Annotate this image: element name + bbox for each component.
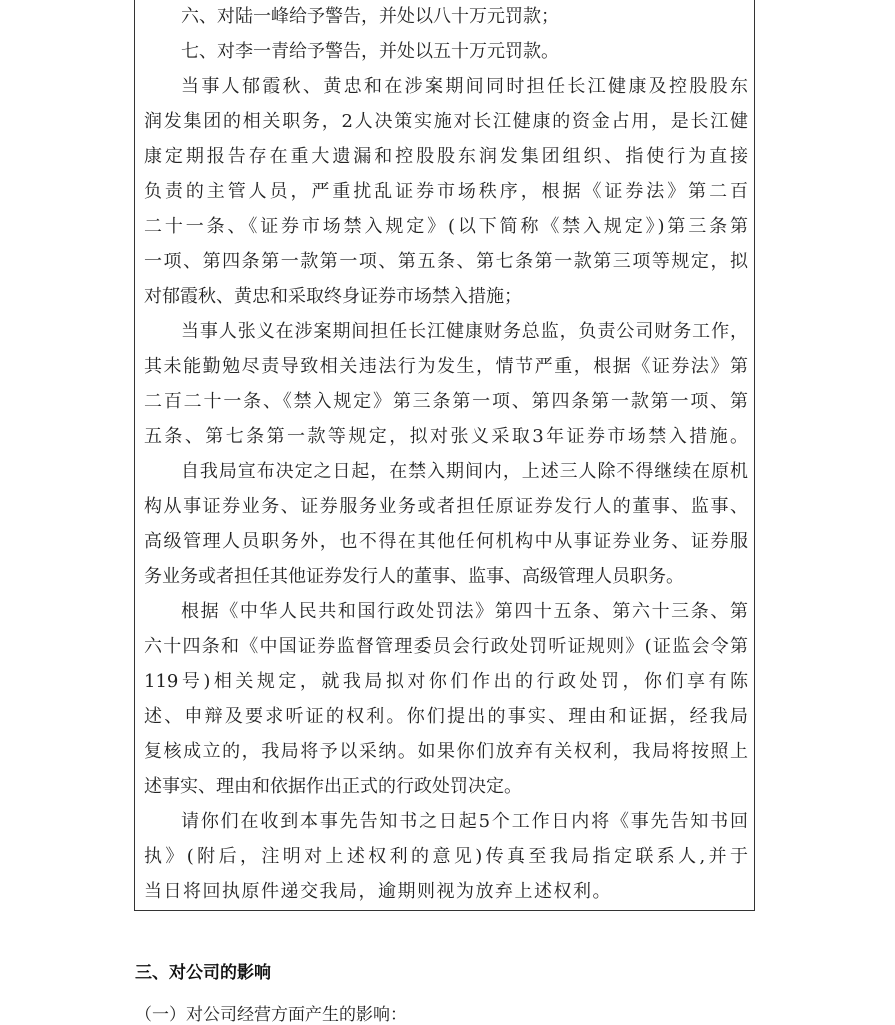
notice-text-line: 当事人张义在涉案期间担任长江健康财务总监，负责公司财务工作， (181, 321, 748, 342)
notice-text-line: 当日将回执原件递交我局，逾期则视为放弃上述权利。 (144, 881, 612, 902)
notice-text-line: 构从事证券业务、证券服务业务或者担任原证券发行人的董事、监事、 (144, 496, 748, 517)
notice-text-line: 高级管理人员职务外，也不得在其他任何机构中从事证券业务、证券服 (144, 531, 748, 552)
notice-text-line: 二百二十一条、《禁入规定》第三条第一项、第四条第一款第一项、第 (144, 391, 748, 412)
notice-text-line: 执》(附后，注明对上述权利的意见)传真至我局指定联系人,并于 (144, 846, 748, 867)
notice-text-line: 一项、第四条第一款第一项、第五条、第七条第一款第三项等规定，拟 (144, 251, 748, 272)
notice-text-line: 务业务或者担任其他证券发行人的董事、监事、高级管理人员职务。 (144, 566, 684, 587)
notice-text-line: 五条、第七条第一款等规定，拟对张义采取3年证券市场禁入措施。 (144, 426, 748, 447)
notice-text-line: 述、申辩及要求听证的权利。你们提出的事实、理由和证据，经我局 (144, 706, 748, 727)
notice-text-line: 对郁霞秋、黄忠和采取终身证券市场禁入措施； (144, 286, 522, 307)
notice-text-line: 六十四条和《中国证券监督管理委员会行政处罚听证规则》(证监会令第 (144, 636, 748, 657)
notice-text-line: 根据《中华人民共和国行政处罚法》第四十五条、第六十三条、第 (181, 601, 748, 622)
notice-text-line: 其未能勤勉尽责导致相关违法行为发生，情节严重，根据《证券法》第 (144, 356, 748, 377)
notice-text-line: 二十一条、《证券市场禁入规定》(以下简称《禁入规定》)第三条第 (144, 216, 748, 237)
notice-text-line: 负责的主管人员，严重扰乱证券市场秩序，根据《证券法》第二百 (144, 181, 748, 202)
notice-text-line: 六、对陆一峰给予警告，并处以八十万元罚款； (181, 6, 559, 27)
subsection-heading: （一）对公司经营方面产生的影响： (135, 1005, 407, 1025)
notice-text-line: 康定期报告存在重大遗漏和控股股东润发集团组织、指使行为直接 (144, 146, 748, 167)
notice-text-line: 自我局宣布决定之日起，在禁入期间内，上述三人除不得继续在原机 (181, 461, 748, 482)
section-heading: 三、对公司的影响 (135, 963, 271, 983)
notice-text-line: 请你们在收到本事先告知书之日起5个工作日内将《事先告知书回 (181, 811, 748, 832)
notice-text-line: 七、对李一青给予警告，并处以五十万元罚款。 (181, 41, 559, 62)
notice-excerpt-box (134, 0, 755, 911)
notice-text-line: 119号)相关规定，就我局拟对你们作出的行政处罚，你们享有陈 (144, 671, 748, 692)
notice-text-line: 当事人郁霞秋、黄忠和在涉案期间同时担任长江健康及控股股东 (181, 76, 748, 97)
notice-text-line: 复核成立的，我局将予以采纳。如果你们放弃有关权利，我局将按照上 (144, 741, 748, 762)
notice-text-line: 润发集团的相关职务，2人决策实施对长江健康的资金占用，是长江健 (144, 111, 748, 132)
notice-text-line: 述事实、理由和依据作出正式的行政处罚决定。 (144, 776, 522, 797)
